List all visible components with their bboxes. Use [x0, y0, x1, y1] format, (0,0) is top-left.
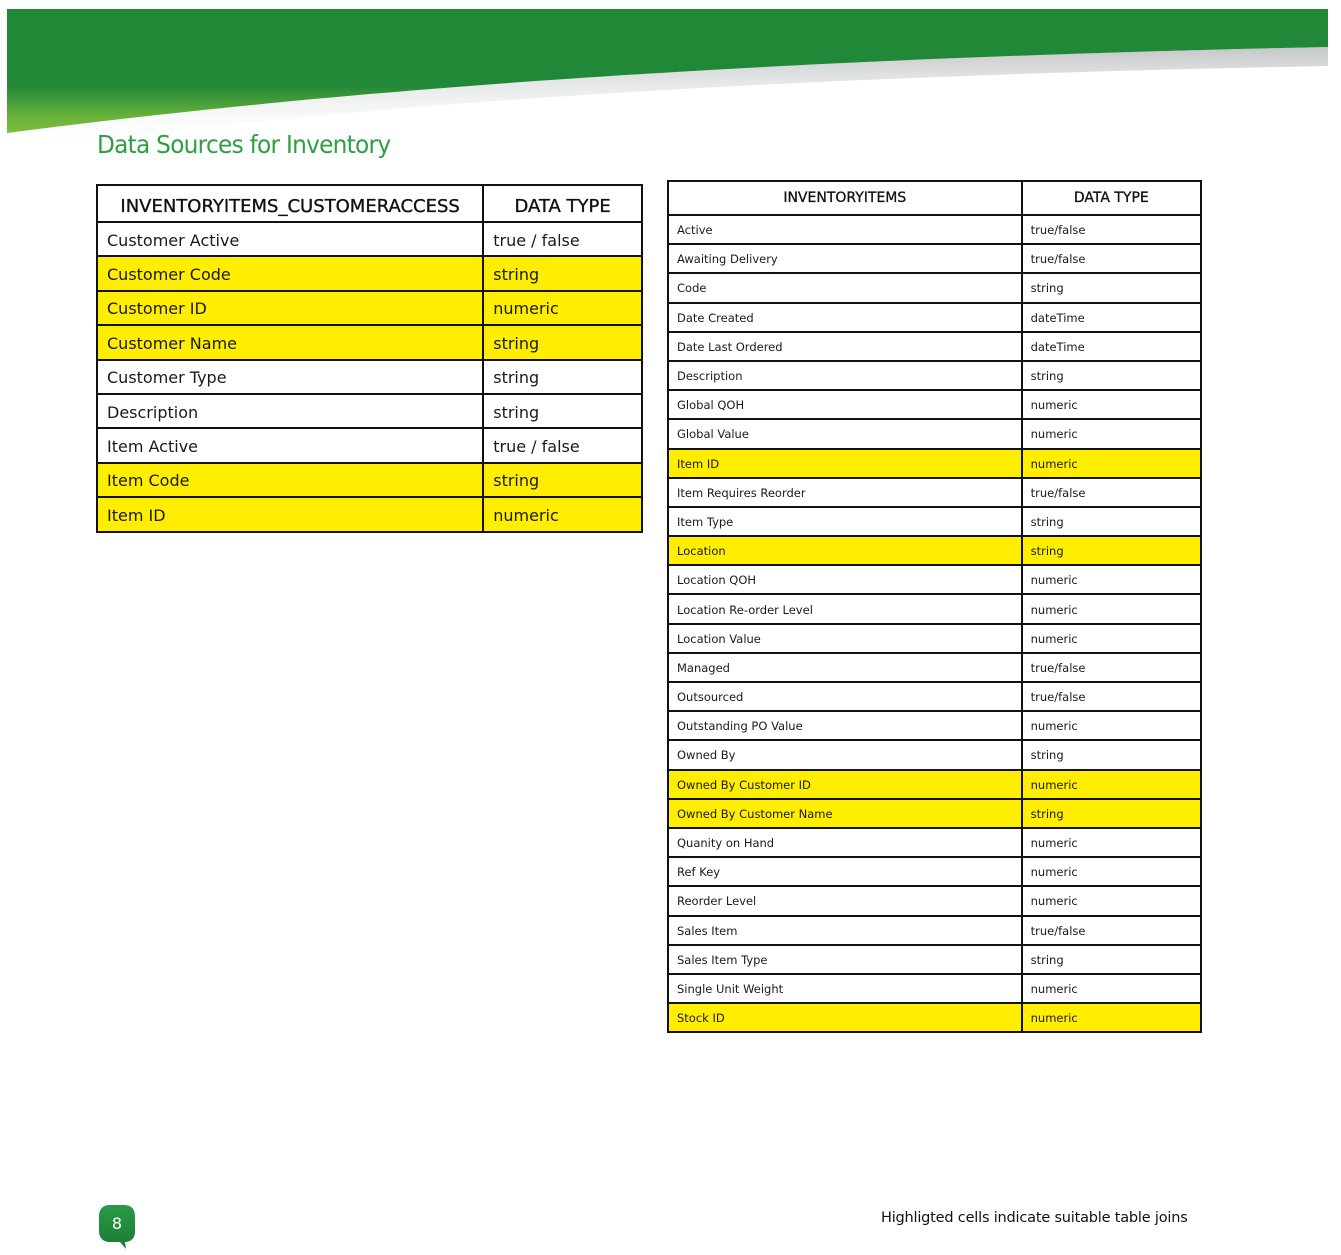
page-number: 8 — [111, 1214, 123, 1233]
data-type-cell: string — [1022, 799, 1201, 828]
data-type-cell: numeric — [1022, 857, 1201, 886]
field-name-cell: Stock ID — [668, 1003, 1022, 1032]
field-name-cell: Sales Item Type — [668, 945, 1022, 974]
table-row — [97, 360, 642, 394]
data-type-cell: string — [1022, 945, 1201, 974]
inventoryitems-table — [667, 180, 1202, 1033]
data-type-cell: string — [1022, 361, 1201, 390]
table-row-highlighted — [97, 291, 642, 325]
column-header-field: INVENTORYITEMS_CUSTOMERACCESS — [97, 185, 483, 222]
table-row-highlighted — [668, 1003, 1201, 1032]
inventoryitems-customeraccess-table — [96, 184, 643, 533]
field-name-cell: Location Value — [668, 624, 1022, 653]
table-row-highlighted — [668, 799, 1201, 828]
data-type-cell: string — [483, 360, 642, 394]
table-row — [668, 303, 1201, 332]
field-name-cell: Global Value — [668, 419, 1022, 448]
field-name-cell: Location — [668, 536, 1022, 565]
field-name-cell: Description — [97, 394, 483, 428]
field-name-cell: Owned By — [668, 740, 1022, 769]
page-number-badge — [98, 1204, 136, 1250]
column-header-data-type: DATA TYPE — [483, 185, 642, 222]
data-type-cell: numeric — [1022, 594, 1201, 623]
data-type-cell: numeric — [1022, 419, 1201, 448]
field-name-cell: Item Code — [97, 463, 483, 497]
table-row-highlighted — [97, 463, 642, 497]
table-body — [97, 222, 642, 532]
data-type-cell: true/false — [1022, 244, 1201, 273]
data-type-cell: true/false — [1022, 653, 1201, 682]
field-name-cell: Managed — [668, 653, 1022, 682]
table-row-highlighted — [668, 770, 1201, 799]
field-name-cell: Awaiting Delivery — [668, 244, 1022, 273]
field-name-cell: Description — [668, 361, 1022, 390]
data-type-cell: numeric — [1022, 449, 1201, 478]
table-row — [668, 945, 1201, 974]
field-name-cell: Customer Name — [97, 325, 483, 359]
field-name-cell: Date Last Ordered — [668, 332, 1022, 361]
table-row — [668, 682, 1201, 711]
data-type-cell: dateTime — [1022, 332, 1201, 361]
field-name-cell: Outstanding PO Value — [668, 711, 1022, 740]
table-row — [97, 428, 642, 462]
table-row — [668, 886, 1201, 915]
data-type-cell: string — [483, 256, 642, 290]
table-row — [668, 332, 1201, 361]
data-type-cell: dateTime — [1022, 303, 1201, 332]
field-name-cell: Customer Active — [97, 222, 483, 256]
data-type-cell: numeric — [1022, 565, 1201, 594]
field-name-cell: Sales Item — [668, 916, 1022, 945]
table-row — [97, 222, 642, 256]
table-row — [668, 624, 1201, 653]
page-title: Data Sources for Inventory — [97, 130, 391, 159]
data-type-cell: true/false — [1022, 682, 1201, 711]
data-type-cell: numeric — [1022, 974, 1201, 1003]
table-row — [668, 419, 1201, 448]
data-type-cell: numeric — [1022, 770, 1201, 799]
data-type-cell: string — [1022, 273, 1201, 302]
field-name-cell: Customer Type — [97, 360, 483, 394]
table-row — [668, 828, 1201, 857]
table-row-highlighted — [97, 256, 642, 290]
field-name-cell: Single Unit Weight — [668, 974, 1022, 1003]
table-row — [668, 653, 1201, 682]
table-row — [668, 740, 1201, 769]
field-name-cell: Outsourced — [668, 682, 1022, 711]
table-row — [668, 361, 1201, 390]
data-type-cell: true/false — [1022, 215, 1201, 244]
column-header-field: INVENTORYITEMS — [668, 181, 1022, 215]
table-row-highlighted — [668, 536, 1201, 565]
data-type-cell: string — [483, 325, 642, 359]
field-name-cell: Item Type — [668, 507, 1022, 536]
field-name-cell: Customer ID — [97, 291, 483, 325]
column-header-data-type: DATA TYPE — [1022, 181, 1201, 215]
table-row — [97, 394, 642, 428]
footer-note: Highligted cells indicate suitable table joins — [881, 1210, 1188, 1226]
table-row — [668, 215, 1201, 244]
field-name-cell: Global QOH — [668, 390, 1022, 419]
table-body — [668, 215, 1201, 1032]
field-name-cell: Active — [668, 215, 1022, 244]
table-header-row — [668, 181, 1201, 215]
table-row — [668, 565, 1201, 594]
data-type-cell: numeric — [1022, 390, 1201, 419]
table-row-highlighted — [668, 449, 1201, 478]
data-type-cell: string — [1022, 507, 1201, 536]
table-row — [668, 974, 1201, 1003]
data-type-cell: true / false — [483, 222, 642, 256]
field-name-cell: Code — [668, 273, 1022, 302]
data-type-cell: true/false — [1022, 478, 1201, 507]
field-name-cell: Owned By Customer Name — [668, 799, 1022, 828]
field-name-cell: Location Re-order Level — [668, 594, 1022, 623]
table-row-highlighted — [97, 325, 642, 359]
table-row-highlighted — [97, 497, 642, 531]
field-name-cell: Item ID — [668, 449, 1022, 478]
data-type-cell: string — [1022, 536, 1201, 565]
table-row — [668, 857, 1201, 886]
data-type-cell: true/false — [1022, 916, 1201, 945]
data-type-cell: string — [1022, 740, 1201, 769]
field-name-cell: Customer Code — [97, 256, 483, 290]
data-type-cell: numeric — [1022, 828, 1201, 857]
table-row — [668, 916, 1201, 945]
field-name-cell: Item Requires Reorder — [668, 478, 1022, 507]
data-type-cell: numeric — [1022, 711, 1201, 740]
table-row — [668, 594, 1201, 623]
field-name-cell: Ref Key — [668, 857, 1022, 886]
field-name-cell: Owned By Customer ID — [668, 770, 1022, 799]
field-name-cell: Date Created — [668, 303, 1022, 332]
data-type-cell: numeric — [1022, 624, 1201, 653]
table-row — [668, 507, 1201, 536]
table-row — [668, 244, 1201, 273]
field-name-cell: Reorder Level — [668, 886, 1022, 915]
data-type-cell: numeric — [1022, 1003, 1201, 1032]
data-type-cell: numeric — [483, 291, 642, 325]
field-name-cell: Item ID — [97, 497, 483, 531]
data-type-cell: numeric — [483, 497, 642, 531]
table-row — [668, 390, 1201, 419]
field-name-cell: Location QOH — [668, 565, 1022, 594]
table-row — [668, 711, 1201, 740]
table-row — [668, 478, 1201, 507]
data-type-cell: string — [483, 463, 642, 497]
data-type-cell: string — [483, 394, 642, 428]
field-name-cell: Item Active — [97, 428, 483, 462]
data-type-cell: numeric — [1022, 886, 1201, 915]
data-type-cell: true / false — [483, 428, 642, 462]
field-name-cell: Quanity on Hand — [668, 828, 1022, 857]
table-row — [668, 273, 1201, 302]
table-header-row — [97, 185, 642, 222]
